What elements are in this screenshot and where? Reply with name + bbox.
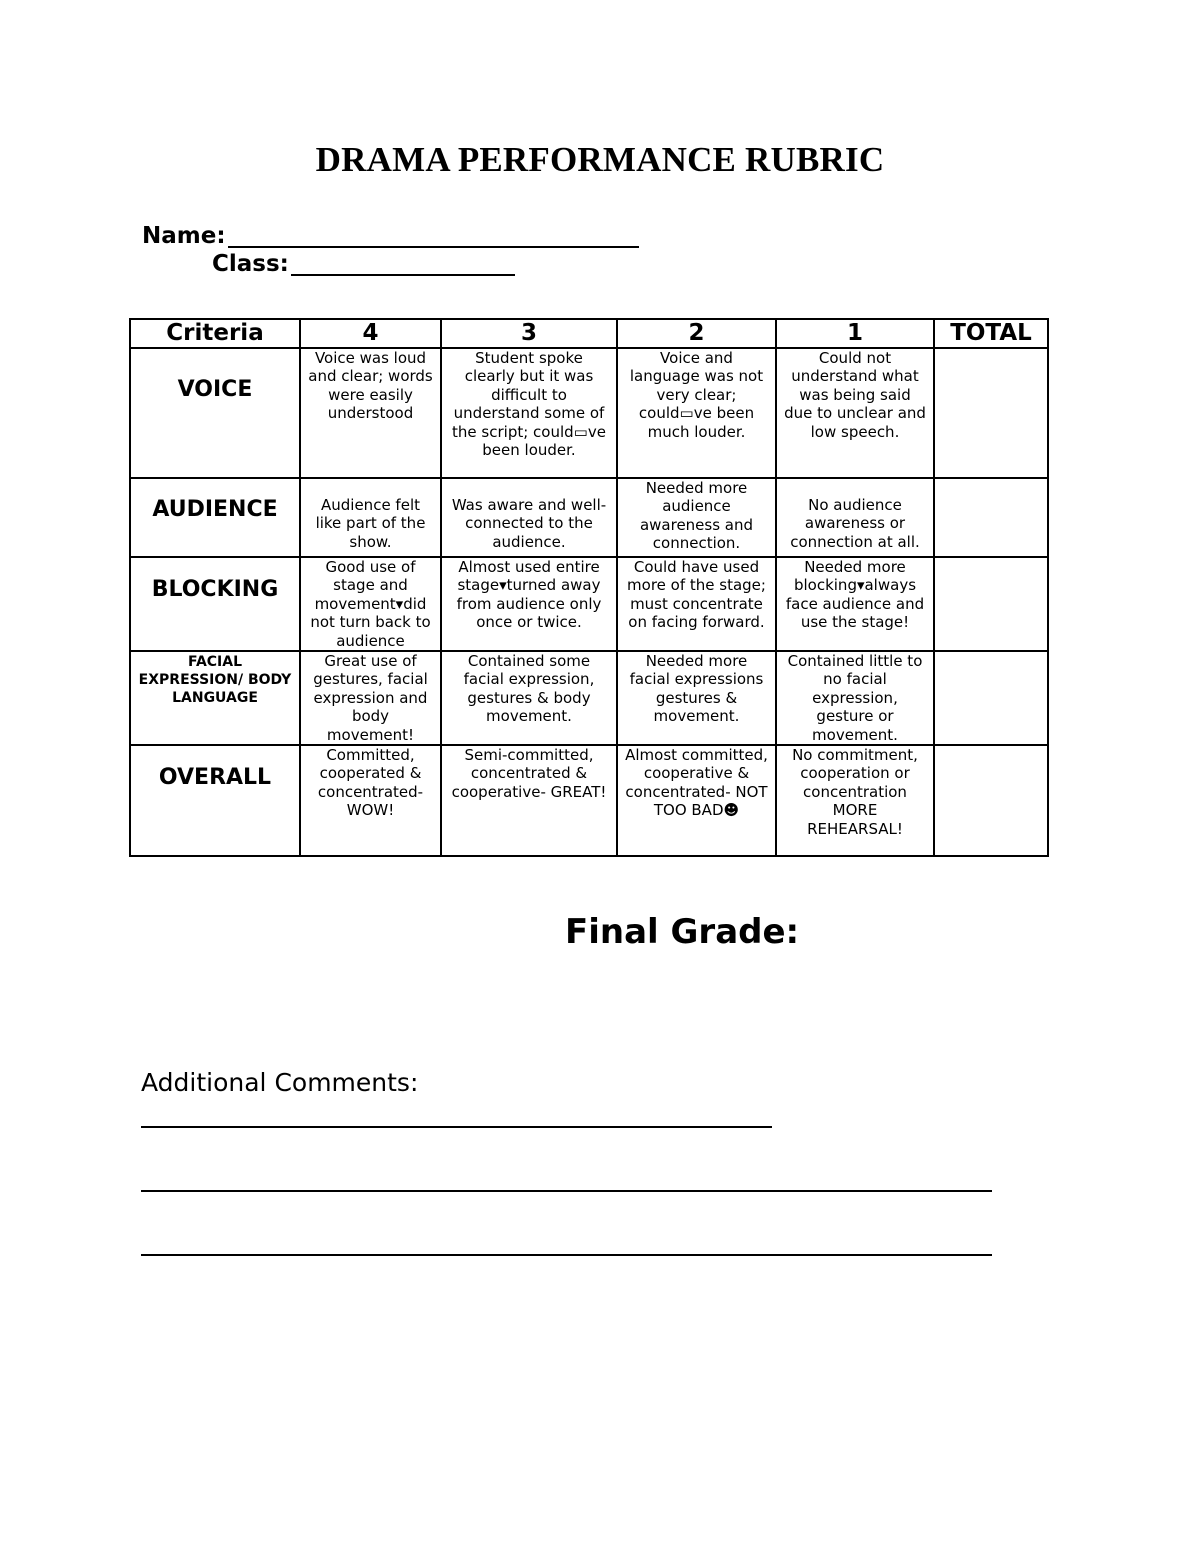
rubric-row-facial-expression <box>130 651 1048 745</box>
overall-score-2: Almost committed, cooperative & concentrated- NOT TOO BAD☻ <box>617 745 776 856</box>
header-row <box>130 319 1048 348</box>
blocking-total[interactable] <box>934 557 1048 651</box>
header-score-4: 4 <box>300 319 441 348</box>
blocking-score-2: Could have used more of the stage; must concentrate on facing forward. <box>617 557 776 651</box>
audience-score-4: Audience felt like part of the show. <box>300 478 441 557</box>
audience-score-1: No audience awareness or connection at all. <box>776 478 934 557</box>
comment-line-2[interactable] <box>141 1190 992 1192</box>
criteria-blocking: BLOCKING <box>130 557 300 651</box>
criteria-voice: VOICE <box>130 348 300 478</box>
facial-score-2: Needed more facial expressions gestures & movement. <box>617 651 776 745</box>
header-criteria: Criteria <box>130 319 300 348</box>
comment-line-1[interactable] <box>141 1126 772 1128</box>
page-title: DRAMA PERFORMANCE RUBRIC <box>315 140 885 179</box>
rubric-row-blocking <box>130 557 1048 651</box>
audience-total[interactable] <box>934 478 1048 557</box>
blocking-score-4: Good use of stage and movement▾did not turn back to audience <box>300 557 441 651</box>
class-label: Class: <box>212 251 289 277</box>
overall-total[interactable] <box>934 745 1048 856</box>
facial-total[interactable] <box>934 651 1048 745</box>
voice-score-1: Could not understand what was being said due to unclear and low speech. <box>776 348 934 478</box>
final-grade-label: Final Grade: <box>565 912 800 952</box>
rubric-table <box>129 318 1049 857</box>
voice-score-4: Voice was loud and clear; words were easily understood <box>300 348 441 478</box>
voice-score-3: Student spoke clearly but it was difficult to understand some of the script; could▭ve been louder. <box>441 348 617 478</box>
criteria-overall: OVERALL <box>130 745 300 856</box>
facial-score-4: Great use of gestures, facial expression and body movement! <box>300 651 441 745</box>
class-field[interactable] <box>291 274 515 276</box>
voice-total[interactable] <box>934 348 1048 478</box>
header-total: TOTAL <box>934 319 1048 348</box>
header-score-2: 2 <box>617 319 776 348</box>
rubric-row-audience <box>130 478 1048 557</box>
name-label: Name: <box>142 223 226 249</box>
criteria-facial-expression: FACIAL EXPRESSION/ BODY LANGUAGE <box>130 651 300 745</box>
comment-line-3[interactable] <box>141 1254 992 1256</box>
audience-score-2: Needed more audience awareness and connection. <box>617 478 776 557</box>
criteria-audience: AUDIENCE <box>130 478 300 557</box>
overall-score-3: Semi-committed, concentrated & cooperative- GREAT! <box>441 745 617 856</box>
additional-comments-label: Additional Comments: <box>141 1068 419 1097</box>
blocking-score-1: Needed more blocking▾always face audience and use the stage! <box>776 557 934 651</box>
header-score-3: 3 <box>441 319 617 348</box>
rubric-row-overall <box>130 745 1048 856</box>
facial-score-3: Contained some facial expression, gestures & body movement. <box>441 651 617 745</box>
voice-score-2: Voice and language was not very clear; could▭ve been much louder. <box>617 348 776 478</box>
overall-score-1: No commitment, cooperation or concentration MORE REHEARSAL! <box>776 745 934 856</box>
blocking-score-3: Almost used entire stage▾turned away from audience only once or twice. <box>441 557 617 651</box>
name-field[interactable] <box>228 246 639 248</box>
audience-score-3: Was aware and well-connected to the audience. <box>441 478 617 557</box>
facial-score-1: Contained little to no facial expression, gesture or movement. <box>776 651 934 745</box>
rubric-row-voice <box>130 348 1048 478</box>
header-score-1: 1 <box>776 319 934 348</box>
overall-score-4: Committed, cooperated & concentrated- WOW! <box>300 745 441 856</box>
